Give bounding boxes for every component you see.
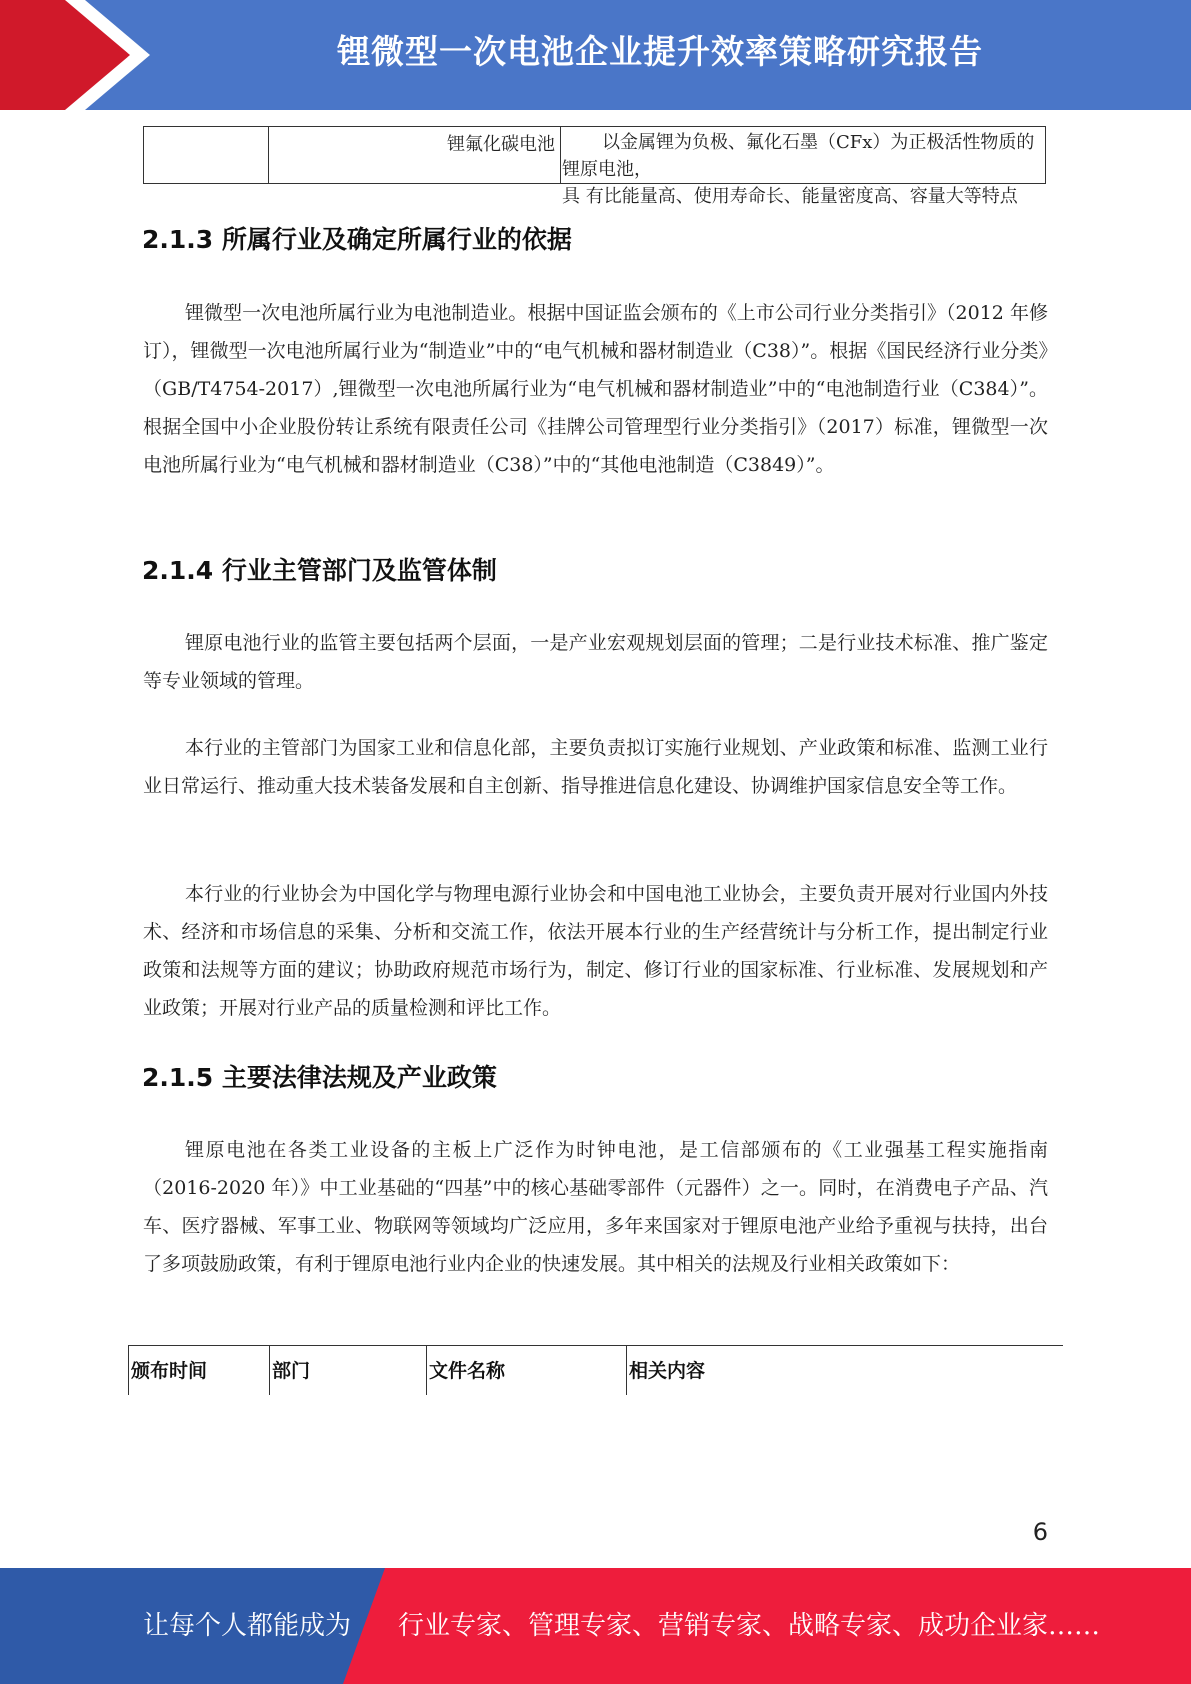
table-cell-empty: [144, 127, 269, 183]
report-title: 锂微型一次电池企业提升效率策略研究报告: [337, 32, 983, 71]
paragraph-regulation-levels: 锂原电池行业的监管主要包括两个层面，一是产业宏观规划层面的管理；二是行业技术标准、推广鉴定等专业领域的管理。: [143, 632, 1048, 692]
footer-slogan-right: 行业专家、管理专家、营销专家、战略专家、成功企业家……: [398, 1611, 1101, 1641]
header-banner: [0, 0, 1191, 110]
col-header-content: 相关内容: [626, 1346, 1063, 1395]
col-header-document: 文件名称: [426, 1346, 626, 1395]
paragraph-industry-association: 本行业的行业协会为中国化学与物理电源行业协会和中国电池工业协会，主要负责开展对行业国内外技术、经济和市场信息的采集、分析和交流工作，依法开展本行业的生产经营统计与分析工作，提出制定行业政策和法规等方面的建议；协助政府规范市场行为，制定、修订行业的国家标准、行业标准、发展规划和产业政策；开展对行业产品的质量检测和评比工作。: [143, 883, 1048, 1019]
table-cell-product-name: [269, 127, 561, 183]
policy-table-header: [128, 1345, 1063, 1396]
paragraph-industry-classification: 锂微型一次电池所属行业为电池制造业。根据中国证监会颁布的《上市公司行业分类指引》（2012 年修订），锂微型一次电池所属行业为“制造业”中的“电气机械和器材制造业（C38）”。根据《国民经济行业分类》（GB/T4754-2017）,锂微型一次电池所属行业为“电气机械和器材制造业”中的“电池制造行业（C384）”。根据全国中小企业股份转让系统有限责任公司《挂牌公司管理型行业分类指引》（2017）标准，锂微型一次电池所属行业为“电气机械和器材制造业（C38）”中的“其他电池制造（C3849）”。: [143, 302, 1048, 476]
col-header-date: 颁布时间: [128, 1346, 269, 1395]
col-header-department: 部门: [269, 1346, 426, 1395]
paragraph-competent-department: 本行业的主管部门为国家工业和信息化部，主要负责拟订实施行业规划、产业政策和标准、监测工业行业日常运行、推动重大技术装备发展和自主创新、指导推进信息化建设、协调维护国家信息安全等工作。: [143, 737, 1048, 797]
section-heading-2-1-3: 2.1.3 所属行业及确定所属行业的依据: [142, 225, 572, 254]
footer-slogan-left: 让每个人都能成为: [143, 1611, 352, 1641]
section-heading-2-1-5: 2.1.5 主要法律法规及产业政策: [142, 1063, 497, 1092]
product-name: 锂氟化碳电池: [447, 134, 555, 155]
section-heading-2-1-4: 2.1.4 行业主管部门及监管体制: [142, 556, 497, 585]
paragraph-policy-overview: 锂原电池在各类工业设备的主板上广泛作为时钟电池，是工信部颁布的《工业强基工程实施指南（2016-2020 年）》中工业基础的“四基”中的核心基础零部件（元器件）之一。同时，在消费电子产品、汽车、医疗器械、军事工业、物联网等领域均广泛应用，多年来国家对于锂原电池产业给予重视与扶持，出台了多项鼓励政策，有利于锂原电池行业内企业的快速发展。其中相关的法规及行业相关政策如下：: [143, 1139, 1048, 1275]
page-number: 6: [1032, 1518, 1048, 1546]
product-desc-line2: 具 有比能量高、使用寿命长、能量密度高、容量大等特点: [562, 186, 1018, 207]
product-table-row: [143, 126, 1046, 207]
product-desc-line1: 以金属锂为负极、氟化石墨（CFx）为正极活性物质的锂原电池，: [562, 132, 1035, 180]
table-cell-product-desc: [562, 129, 1042, 210]
